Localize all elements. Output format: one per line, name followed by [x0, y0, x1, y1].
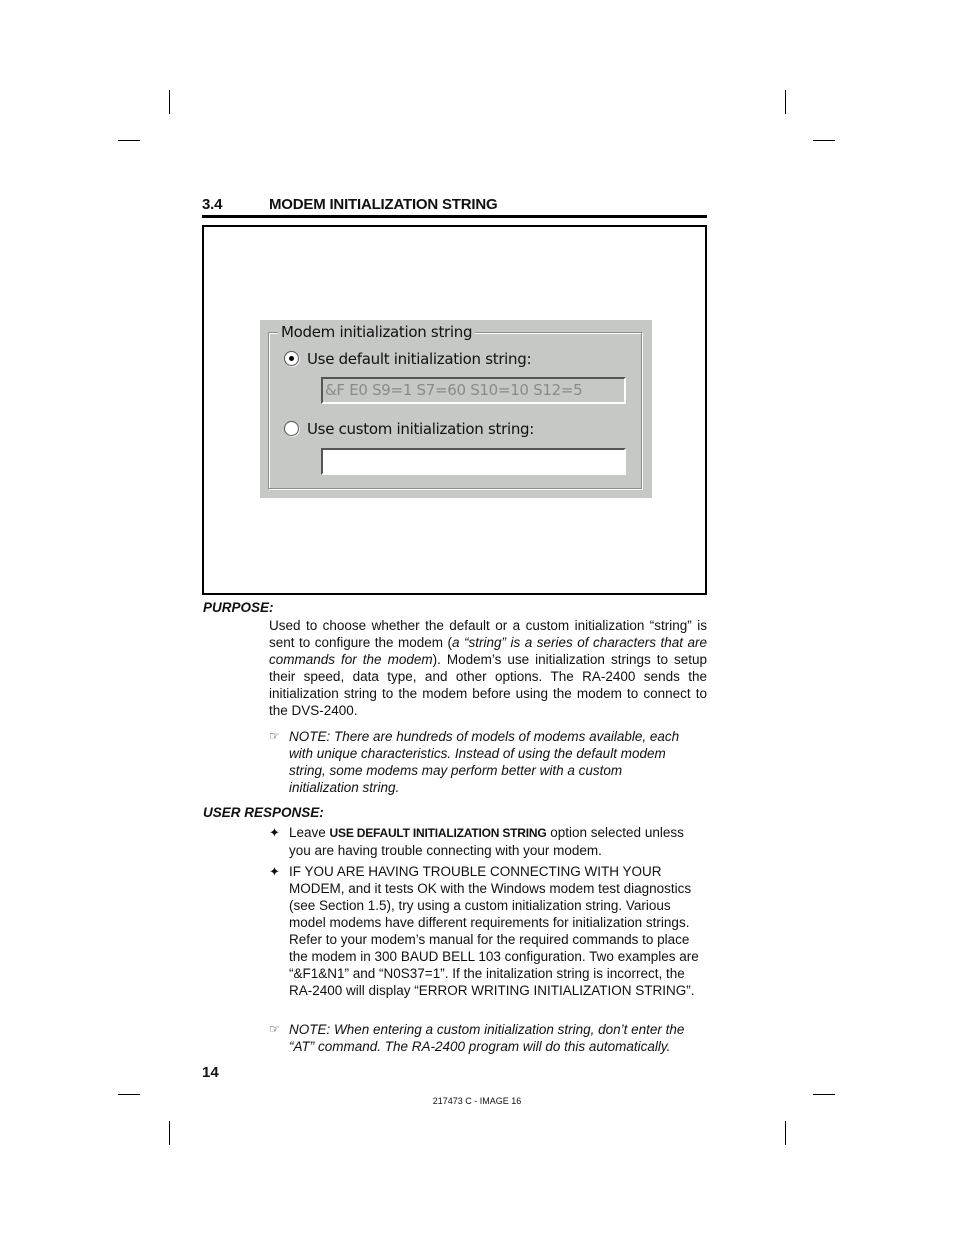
bullet-1-text: Leave	[289, 825, 330, 840]
user-response-heading: USER RESPONSE:	[203, 805, 324, 820]
custom-option-label[interactable]: Use custom initialization string:	[307, 420, 534, 438]
bullet-2-text: IF YOU ARE HAVING TROUBLE CONNECTING WITH YOUR MODEM, and it tests OK with the Windows modem test diagnostics (see Section 1.5), try using a custom initialization string. Various model modems have different requirements for initialization strings. Refer to your modem’s manual for the required commands to place the modem in 300 BAUD BELL 103 configuration. Two examples are “&F1&N1” and “N0S37=1”. If the initalization string is incorrect, the RA-2400 will display “ERROR WRITING INITIALIZATION STRING”.	[289, 864, 699, 998]
bullet-star-icon: ✦	[269, 864, 280, 879]
bullet-1-text-end: option selected unless you are having trouble connecting with your modem.	[289, 825, 684, 858]
purpose-text-end: ). Modem’s use initialization strings to setup their speed, data type, and other options. The RA-2400 sends the initialization string to the modem before using the modem to connect to the DVS-2400.	[269, 652, 708, 718]
purpose-italic-text: a “string” is a series of characters that are commands for the modem	[269, 635, 707, 667]
pointing-hand-icon: ☞	[269, 1022, 280, 1036]
purpose-note	[269, 728, 689, 796]
response-bullet-1	[269, 824, 694, 859]
purpose-paragraph	[269, 617, 707, 719]
radio-selected-dot-icon	[289, 356, 294, 361]
crop-mark	[813, 1094, 835, 1095]
response-bullet-2	[269, 863, 709, 999]
document-id: 217473 C - IMAGE 16	[432, 1096, 522, 1106]
dialog-panel	[260, 320, 652, 498]
default-string-field: &F E0 S9=1 S7=60 S10=10 S12=5	[321, 377, 626, 404]
crop-mark	[118, 1094, 140, 1095]
section-heading	[202, 196, 707, 218]
default-option-label[interactable]: Use default initialization string:	[307, 350, 532, 368]
crop-mark	[169, 1121, 170, 1145]
purpose-text: Used to choose whether the default or a custom initialization “string” is sent to configure the modem (	[269, 618, 707, 650]
crop-mark	[785, 1121, 786, 1145]
custom-string-input[interactable]	[321, 448, 626, 475]
custom-radio-button[interactable]	[284, 421, 299, 436]
section-number: 3.4	[202, 196, 223, 213]
option-name-caps: USE DEFAULT INITIALIZATION STRING	[329, 826, 547, 840]
bullet-star-icon: ✦	[269, 825, 280, 840]
response-note-text: NOTE: When entering a custom initialization string, don’t enter the “AT” command. The RA-2400 program will do this automatically.	[289, 1022, 685, 1054]
crop-mark	[813, 140, 835, 141]
pointing-hand-icon: ☞	[269, 729, 280, 743]
crop-mark	[169, 90, 170, 114]
default-radio-button[interactable]	[284, 351, 299, 366]
page-number: 14	[202, 1064, 219, 1081]
groupbox-title: Modem initialization string	[278, 323, 475, 341]
purpose-heading: PURPOSE:	[203, 600, 274, 615]
dialog-figure	[202, 225, 707, 595]
crop-mark	[785, 90, 786, 114]
section-title: MODEM INITIALIZATION STRING	[269, 196, 498, 213]
crop-mark	[118, 140, 140, 141]
purpose-note-text: NOTE: There are hundreds of models of modems available, each with unique characteristics. Instead of using the default modem string, some modems may perform better with a custom initialization string.	[289, 729, 680, 795]
response-note	[269, 1021, 709, 1055]
